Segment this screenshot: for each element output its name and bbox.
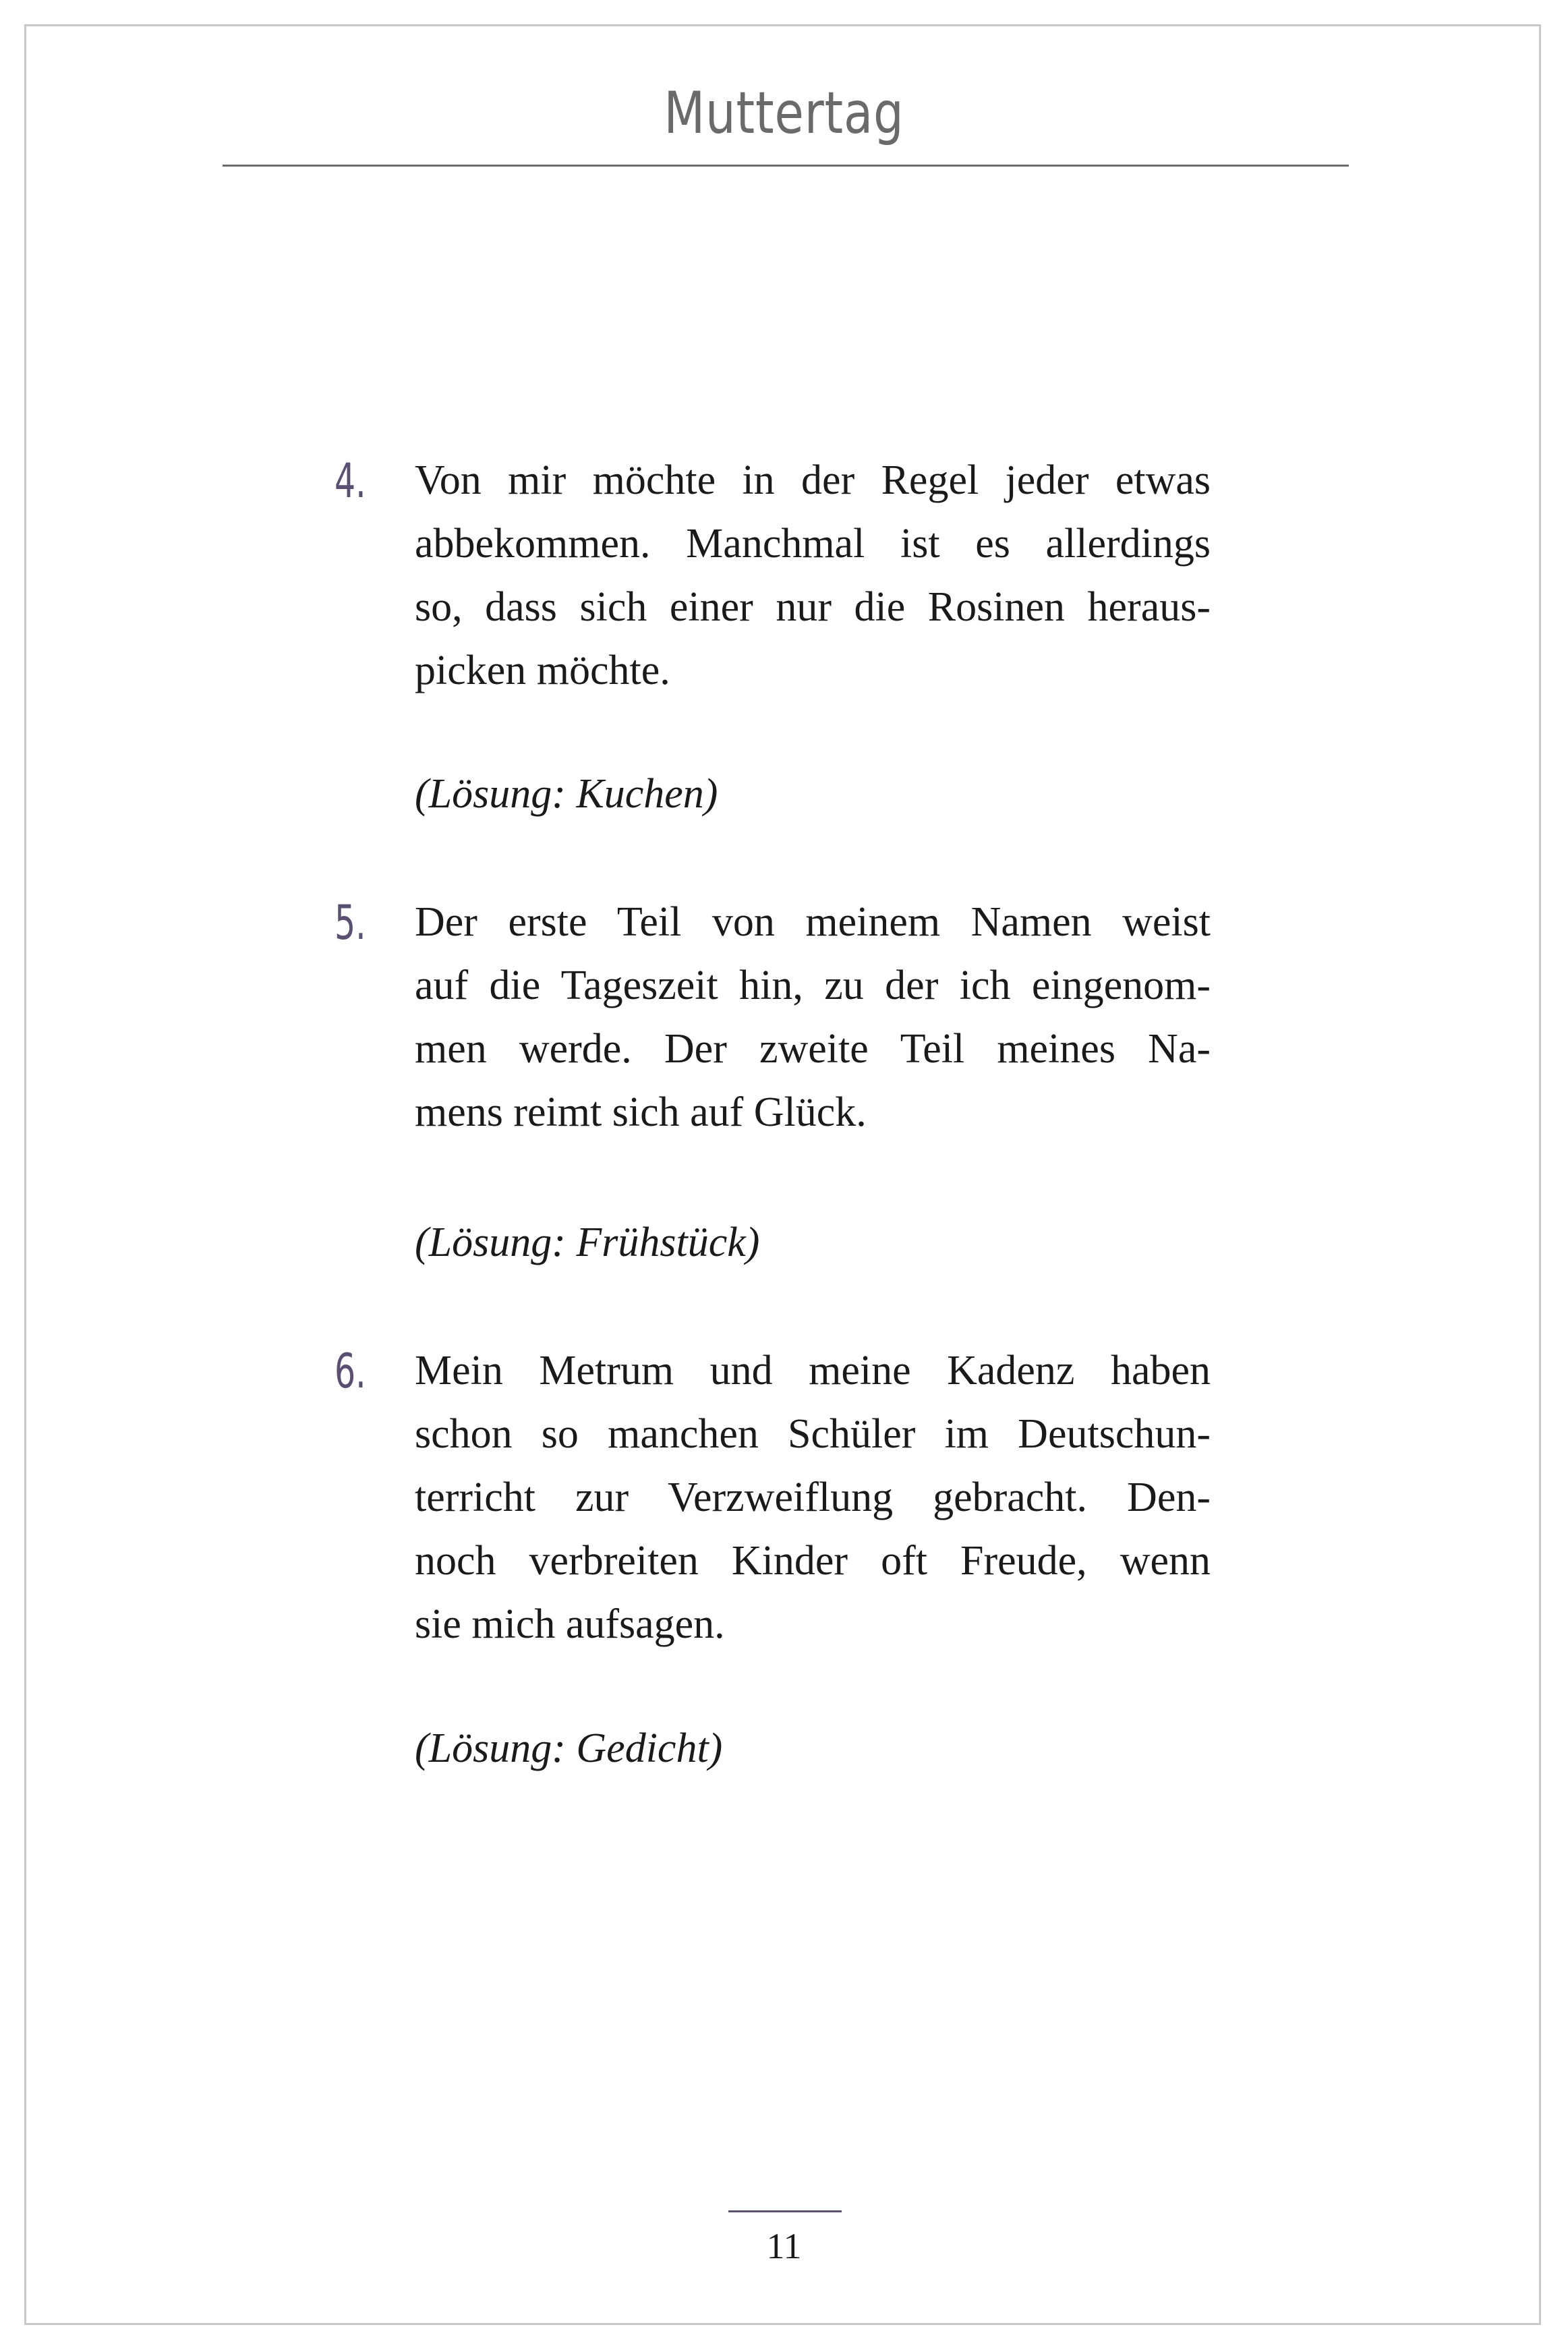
- riddle-line: so, dass sich einer nur die Rosinen heraus-: [415, 584, 1211, 630]
- riddle-line: mens reimt sich auf Glück.: [415, 1089, 867, 1135]
- riddle-line: men werde. Der zweite Teil meines Na-: [415, 1026, 1211, 1072]
- riddle-text: [415, 890, 1211, 1144]
- riddle-line: abbekommen. Manchmal ist es allerdings: [415, 521, 1211, 567]
- riddle-line: sie mich aufsagen.: [415, 1601, 725, 1647]
- riddle-solution: (Lösung: Frühstück): [415, 1220, 760, 1265]
- riddle-line: Mein Metrum und meine Kadenz haben: [415, 1348, 1211, 1394]
- riddle-line: auf die Tageszeit hin, zu der ich eingenom-: [415, 963, 1211, 1008]
- riddle-line: Der erste Teil von meinem Namen weist: [415, 899, 1211, 945]
- riddle-number: 6.: [335, 1344, 366, 1399]
- riddle-number: 4.: [335, 453, 366, 509]
- riddle-line: picken möchte.: [415, 648, 670, 693]
- riddle-line: noch verbreiten Kinder oft Freude, wenn: [415, 1538, 1211, 1584]
- riddle-line: terricht zur Verzweiflung gebracht. Den-: [415, 1474, 1211, 1520]
- running-header-title: Muttertag: [664, 80, 904, 147]
- riddle-solution: (Lösung: Kuchen): [415, 771, 718, 817]
- riddle-solution: (Lösung: Gedicht): [415, 1725, 723, 1771]
- riddle-number: 5.: [335, 895, 366, 950]
- riddle-line: Von mir möchte in der Regel jeder etwas: [415, 457, 1211, 503]
- page-frame: [24, 24, 1541, 2325]
- page-number: 11: [766, 2226, 802, 2266]
- riddle-line: schon so manchen Schüler im Deutschun-: [415, 1411, 1211, 1457]
- header-divider: [223, 165, 1349, 167]
- footer-divider: [728, 2210, 842, 2212]
- riddle-text: [415, 1339, 1211, 1656]
- riddle-text: [415, 449, 1211, 702]
